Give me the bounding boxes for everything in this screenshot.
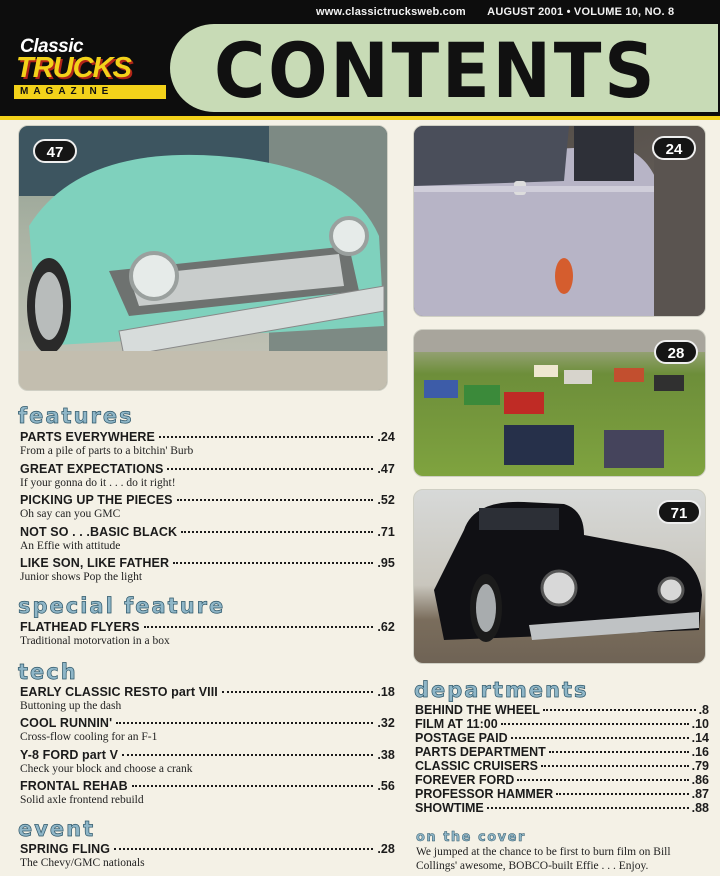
divider bbox=[0, 116, 720, 120]
entry-description: If your gonna do it . . . do it right! bbox=[20, 477, 176, 489]
entry-page: .62 bbox=[377, 620, 395, 634]
toc-entry[interactable] bbox=[20, 430, 395, 457]
dept-row[interactable] bbox=[415, 717, 709, 731]
dept-page: .16 bbox=[691, 745, 709, 759]
entry-title: PICKING UP THE PIECES bbox=[20, 493, 173, 507]
leader-dots bbox=[114, 848, 373, 850]
entry-description: An Effie with attitude bbox=[20, 540, 121, 552]
logo-magazine: MAGAZINE bbox=[14, 85, 166, 99]
cover-heading: on the cover bbox=[416, 830, 526, 845]
toc-entry[interactable] bbox=[20, 685, 395, 712]
entry-page: .95 bbox=[377, 556, 395, 570]
leader-dots bbox=[144, 626, 374, 628]
entry-title: NOT SO . . .BASIC BLACK bbox=[20, 525, 178, 539]
dept-title: PROFESSOR HAMMER bbox=[415, 787, 554, 801]
entry-description: Traditional motorvation in a box bbox=[20, 635, 170, 647]
leader-dots bbox=[132, 785, 374, 787]
dept-page: .87 bbox=[691, 787, 709, 801]
dept-page: .8 bbox=[698, 703, 709, 717]
dept-title: SHOWTIME bbox=[415, 801, 484, 815]
entry-title: EARLY CLASSIC RESTO part VIII bbox=[20, 685, 218, 699]
cover-description: We jumped at the chance to be first to burn film on Bill Collings' awesome, BOBCO-built Effie . . . Enjoy. bbox=[416, 846, 671, 872]
entry-page: .18 bbox=[377, 685, 395, 699]
dept-page: .88 bbox=[691, 801, 709, 815]
dept-page: .86 bbox=[691, 773, 709, 787]
leader-dots bbox=[181, 531, 373, 533]
entry-title: Y-8 FORD part V bbox=[20, 748, 119, 762]
dept-title: CLASSIC CRUISERS bbox=[415, 759, 538, 773]
topline bbox=[316, 6, 674, 18]
photo-black-effie[interactable] bbox=[413, 489, 706, 664]
entry-title: PARTS EVERYWHERE bbox=[20, 430, 155, 444]
entry-description: Cross-flow cooling for an F-1 bbox=[20, 731, 158, 743]
leader-dots bbox=[177, 499, 374, 501]
toc-entry[interactable] bbox=[20, 779, 395, 806]
dept-row[interactable] bbox=[415, 759, 709, 773]
dept-title: POSTAGE PAID bbox=[415, 731, 508, 745]
toc-entry[interactable] bbox=[20, 525, 395, 552]
page-badge: 28 bbox=[654, 340, 698, 364]
entry-page: .56 bbox=[377, 779, 395, 793]
entry-title: GREAT EXPECTATIONS bbox=[20, 462, 164, 476]
leader-dots bbox=[556, 793, 688, 795]
logo-classic: Classic bbox=[20, 36, 84, 57]
photo-green-ford-grille[interactable] bbox=[18, 125, 388, 391]
dept-page: .79 bbox=[691, 759, 709, 773]
magazine-logo bbox=[14, 36, 164, 102]
entry-title: COOL RUNNIN' bbox=[20, 716, 113, 730]
toc-entry[interactable] bbox=[20, 842, 395, 869]
dept-row[interactable] bbox=[415, 801, 709, 815]
leader-dots bbox=[167, 468, 373, 470]
departments-list bbox=[415, 703, 709, 815]
photo-suburban-side[interactable] bbox=[413, 125, 706, 317]
truck-illustration bbox=[19, 126, 388, 391]
section-event-heading: event bbox=[18, 817, 96, 841]
entry-page: .47 bbox=[377, 462, 395, 476]
leader-dots bbox=[487, 807, 689, 809]
dept-row[interactable] bbox=[415, 731, 709, 745]
page-title: CONTENTS bbox=[214, 26, 658, 115]
dept-title: PARTS DEPARTMENT bbox=[415, 745, 546, 759]
logo-trucks: TRUCKS bbox=[16, 52, 131, 84]
issue-info: AUGUST 2001 • VOLUME 10, NO. 8 bbox=[487, 6, 675, 18]
dept-row[interactable] bbox=[415, 787, 709, 801]
toc-entry[interactable] bbox=[20, 556, 395, 583]
leader-dots bbox=[159, 436, 373, 438]
entry-title: FRONTAL REHAB bbox=[20, 779, 128, 793]
leader-dots bbox=[501, 723, 689, 725]
entry-page: .32 bbox=[377, 716, 395, 730]
section-departments-heading: departments bbox=[414, 678, 589, 702]
contents-banner bbox=[170, 24, 718, 115]
section-special-heading: special feature bbox=[18, 594, 226, 618]
dept-page: .10 bbox=[691, 717, 709, 731]
entry-description: Junior shows Pop the light bbox=[20, 571, 143, 583]
entry-page: .24 bbox=[377, 430, 395, 444]
section-features-heading: features bbox=[18, 404, 134, 428]
entry-title: LIKE SON, LIKE FATHER bbox=[20, 556, 170, 570]
entry-page: .52 bbox=[377, 493, 395, 507]
photo-truck-show[interactable] bbox=[413, 329, 706, 477]
leader-dots bbox=[222, 691, 373, 693]
leader-dots bbox=[173, 562, 373, 564]
toc-entry[interactable] bbox=[20, 620, 395, 647]
toc-entry[interactable] bbox=[20, 462, 395, 489]
leader-dots bbox=[116, 722, 373, 724]
entry-description: Check your block and choose a crank bbox=[20, 763, 193, 775]
masthead bbox=[0, 0, 720, 116]
dept-row[interactable] bbox=[415, 773, 709, 787]
leader-dots bbox=[511, 737, 689, 739]
page-badge: 24 bbox=[652, 136, 696, 160]
toc-entry[interactable] bbox=[20, 716, 395, 743]
page-badge: 71 bbox=[657, 500, 701, 524]
dept-title: FILM AT 11:00 bbox=[415, 717, 498, 731]
entry-description: Buttoning up the dash bbox=[20, 700, 122, 712]
leader-dots bbox=[517, 779, 688, 781]
leader-dots bbox=[549, 751, 689, 753]
page-badge: 47 bbox=[33, 139, 77, 163]
dept-title: FOREVER FORD bbox=[415, 773, 515, 787]
dept-title: BEHIND THE WHEEL bbox=[415, 703, 540, 717]
leader-dots bbox=[122, 754, 373, 756]
leader-dots bbox=[541, 765, 689, 767]
entry-page: .38 bbox=[377, 748, 395, 762]
entry-description: From a pile of parts to a bitchin' Burb bbox=[20, 445, 194, 457]
toc-entry[interactable] bbox=[20, 748, 395, 775]
section-tech-heading: tech bbox=[18, 660, 78, 684]
entry-description: Oh say can you GMC bbox=[20, 508, 121, 520]
entry-title: SPRING FLING bbox=[20, 842, 111, 856]
entry-title: FLATHEAD FLYERS bbox=[20, 620, 140, 634]
entry-page: .71 bbox=[377, 525, 395, 539]
entry-page: .28 bbox=[377, 842, 395, 856]
dept-row[interactable] bbox=[415, 745, 709, 759]
dept-row[interactable] bbox=[415, 703, 709, 717]
dept-page: .14 bbox=[691, 731, 709, 745]
toc-entry[interactable] bbox=[20, 493, 395, 520]
website-url[interactable]: www.classictrucksweb.com bbox=[316, 6, 466, 18]
entry-description: Solid axle frontend rebuild bbox=[20, 794, 144, 806]
entry-description: The Chevy/GMC nationals bbox=[20, 857, 145, 869]
leader-dots bbox=[543, 709, 696, 711]
